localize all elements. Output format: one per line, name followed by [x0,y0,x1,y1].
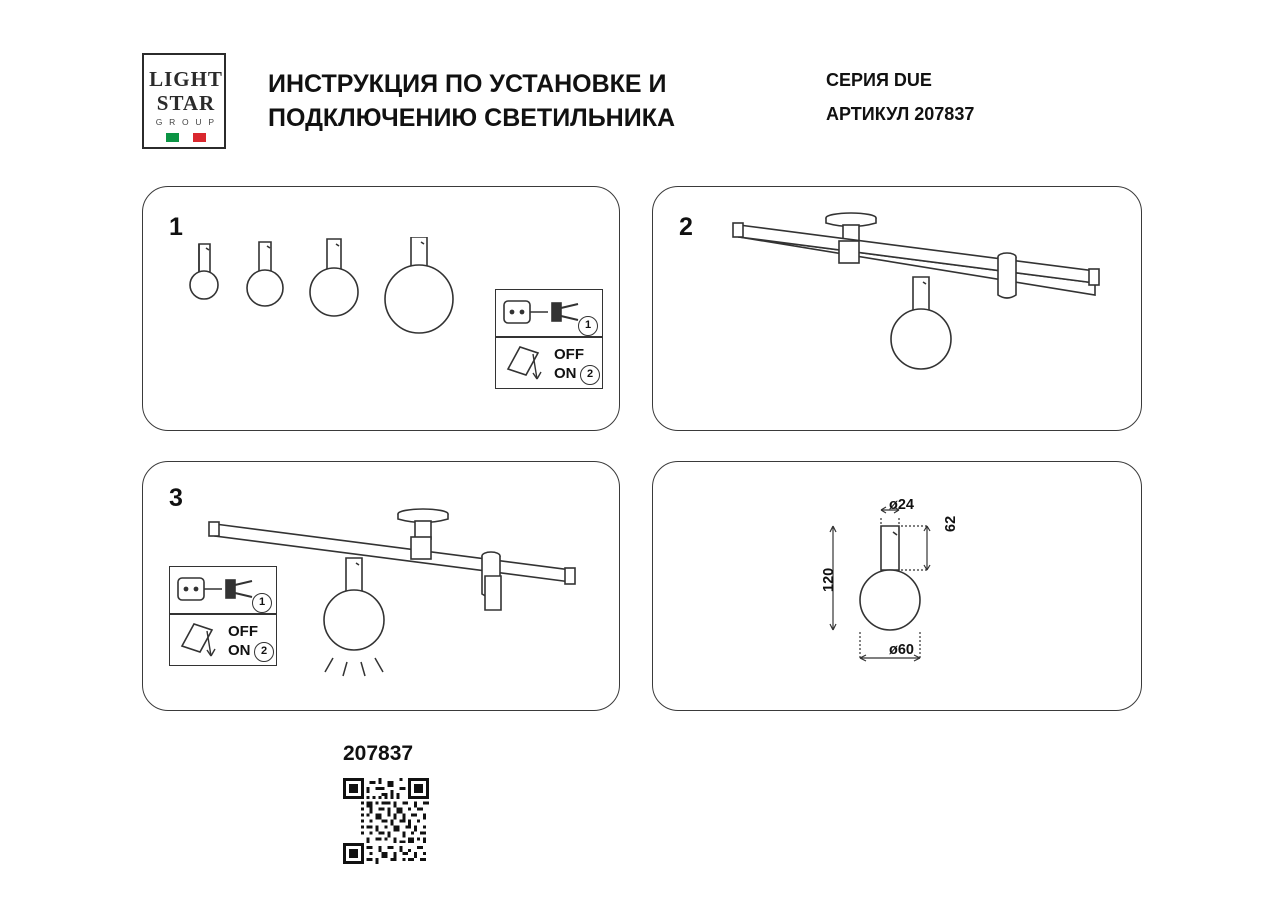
italy-flag-icon [166,133,206,142]
dimension-bulb-diameter: ø60 [889,642,914,658]
instruction-step-badge-1b: 1 [252,593,272,613]
logo-line-2: STAR [156,91,216,115]
switch-on-label-2: ON [228,642,251,659]
instruction-step-badge-1: 1 [578,316,598,336]
light-switch-icon-2 [174,616,234,666]
footer-product-code: 207837 [343,742,414,765]
dimension-holder-height: 62 [943,515,959,532]
socket-plug-instruction-box [495,289,603,337]
logo-line-1: LIGHT [149,67,223,91]
dimension-holder-diameter: ø24 [889,497,914,513]
switch-instruction-box-2 [169,614,277,666]
article-label: АРТИКУЛ 207837 [826,104,975,124]
instruction-step-badge-2b: 2 [254,642,274,662]
page-title-line-1: ИНСТРУКЦИЯ ПО УСТАНОВКЕ И [268,70,667,98]
dimensions-panel [652,461,1142,711]
dimension-drawing [823,488,1003,698]
brand-logo [142,53,226,149]
instruction-step-badge-2: 2 [580,365,600,385]
step-panel-3 [142,461,620,711]
step-panel-2 [652,186,1142,431]
switch-on-label: ON [554,365,577,382]
page-title [268,68,788,136]
step-number-1: 1 [169,213,183,241]
step-number-3: 3 [169,484,183,512]
socket-plug-instruction-box-2 [169,566,277,614]
logo-line-3: G R O U P [155,117,217,127]
mounted-track-diagram [723,203,1123,403]
switch-off-label: OFF [554,346,584,363]
step-number-2: 2 [679,213,693,241]
switch-instruction-box [495,337,603,389]
light-switch-icon [500,339,560,389]
dimension-total-height: 120 [821,567,837,592]
series-label: СЕРИЯ DUE [826,70,932,90]
light-rays-icon [325,658,383,676]
qr-code-icon [343,778,429,864]
step-panel-1 [142,186,620,431]
page-title-line-2: ПОДКЛЮЧЕНИЮ СВЕТИЛЬНИКА [268,103,676,132]
lamp-size-series [163,237,503,387]
switch-off-label-2: OFF [228,623,258,640]
